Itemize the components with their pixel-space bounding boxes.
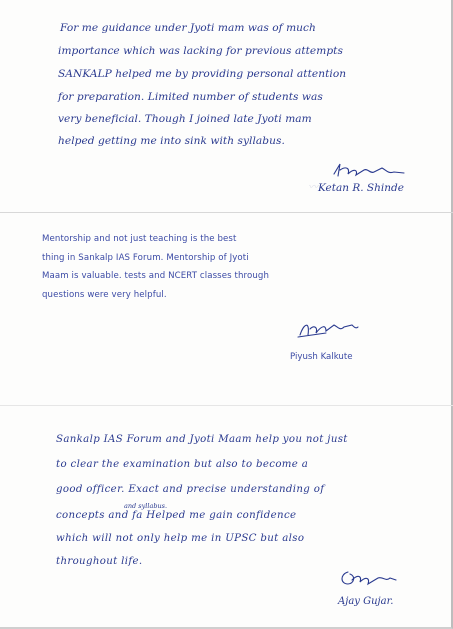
signature-ketan xyxy=(330,160,410,182)
author-name: Ketan R. Shinde xyxy=(318,182,404,194)
testimonial-line: importance which was lacking for previous attempts xyxy=(58,45,343,57)
testimonial-line: thing in Sankalp IAS Forum. Mentorship of Jyoti xyxy=(42,253,249,263)
testimonial-line: For me guidance under Jyoti mam was of much xyxy=(60,22,316,34)
testimonial-line: Maam is valuable. tests and NCERT classes through xyxy=(42,271,269,281)
testimonial-line: concepts and fa Helped me gain confidence xyxy=(56,510,297,521)
testimonial-line: throughout life. xyxy=(56,556,143,567)
author-name: Piyush Kalkute xyxy=(290,352,353,362)
testimonial-line: helped getting me into sink with syllabus. xyxy=(58,135,285,147)
testimonial-line: for preparation. Limited number of students was xyxy=(58,91,323,103)
testimonial-line: which will not only help me in UPSC but also xyxy=(56,533,305,544)
faint-bleed-through: 〰 xyxy=(308,182,318,193)
testimonial-line: to clear the examination but also to become a xyxy=(56,459,309,470)
testimonial-line: SANKALP helped me by providing personal attention xyxy=(58,68,347,80)
author-name: Ajay Gujar. xyxy=(338,596,394,607)
section-divider xyxy=(0,212,453,213)
testimonial-line: questions were very helpful. xyxy=(42,290,167,300)
signature-ajay xyxy=(338,568,398,588)
testimonial-line: Mentorship and not just teaching is the best xyxy=(42,234,237,244)
testimonial-line: Sankalp IAS Forum and Jyoti Maam help you not just xyxy=(56,434,348,445)
handwritten-insertion: and syllabus. xyxy=(124,502,168,510)
signature-piyush xyxy=(296,317,362,341)
testimonial-line: very beneficial. Though I joined late Jyoti mam xyxy=(58,113,312,125)
testimonial-line: good officer. Exact and precise understanding of xyxy=(56,484,325,495)
section-divider xyxy=(0,405,453,406)
